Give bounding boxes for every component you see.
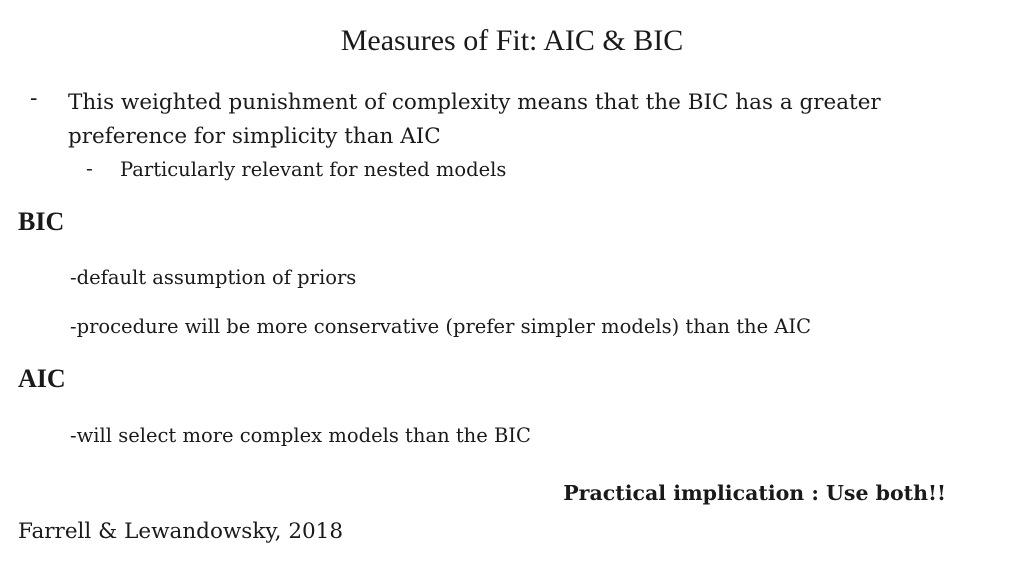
bullet-dash: - (30, 86, 38, 111)
bic-heading: BIC (18, 207, 65, 236)
bic-point-priors: -default assumption of priors (70, 266, 357, 289)
aic-heading: AIC (18, 364, 66, 393)
practical-implication: Practical implication : Use both!! (563, 481, 946, 505)
bullet-main-text: This weighted punishment of complexity means that the BIC has a greater preference for simplicity than AIC (68, 90, 881, 149)
slide-title: Measures of Fit: AIC & BIC (340, 24, 684, 57)
sub-bullet-dash: - (86, 156, 93, 180)
sub-bullet-text: Particularly relevant for nested models (120, 158, 507, 181)
citation: Farrell & Lewandowsky, 2018 (18, 519, 344, 544)
bic-point-conservative: -procedure will be more conservative (prefer simpler models) than the AIC (70, 315, 812, 338)
aic-point-complex: -will select more complex models than the BIC (70, 424, 531, 447)
